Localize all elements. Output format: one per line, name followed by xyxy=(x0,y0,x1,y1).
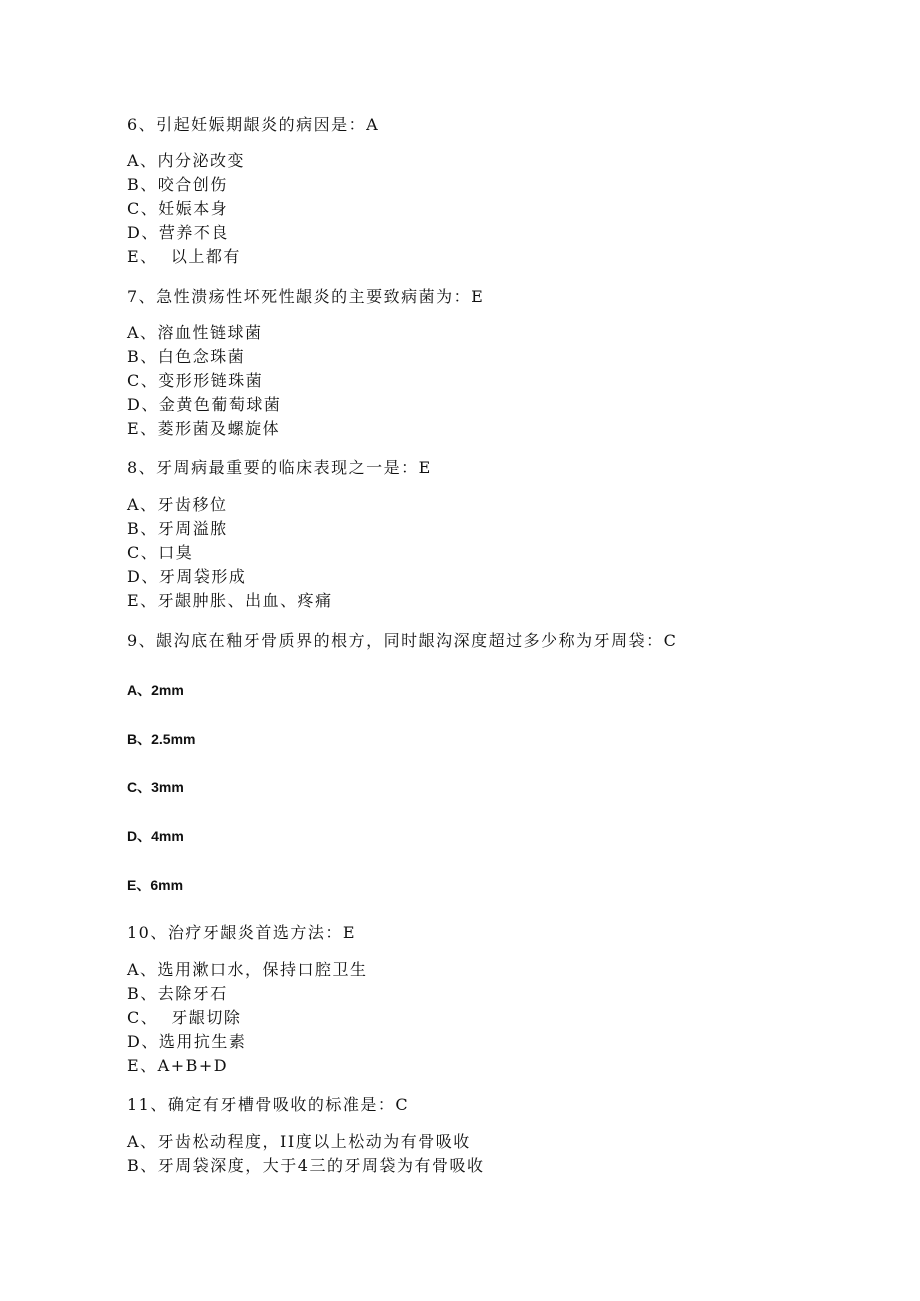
question-6-option-b: B、咬合创伤 xyxy=(127,175,228,194)
question-9-option-b: B、2.5mm xyxy=(127,731,196,747)
question-8-stem: 8、牙周病最重要的临床表现之一是：E xyxy=(127,458,432,477)
question-8-option-d: D、牙周袋形成 xyxy=(127,567,247,586)
question-6-option-c: C、妊娠本身 xyxy=(127,199,229,218)
question-10-option-e: E、A+B+D xyxy=(127,1056,229,1075)
question-7-option-d: D、金黄色葡萄球菌 xyxy=(127,395,282,414)
question-10-option-c: C、 牙龈切除 xyxy=(127,1008,242,1027)
question-8-option-a: A、牙齿移位 xyxy=(127,495,228,514)
question-9-option-e: E、6mm xyxy=(127,877,184,893)
question-7-option-b: B、白色念珠菌 xyxy=(127,347,246,366)
question-9-option-d: D、4mm xyxy=(127,828,184,844)
question-8-option-c: C、口臭 xyxy=(127,543,194,562)
question-7-option-a: A、溶血性链球菌 xyxy=(127,323,263,342)
question-6-stem: 6、引起妊娠期龈炎的病因是：A xyxy=(127,115,380,134)
question-11-option-a: A、牙齿松动程度，II度以上松动为有骨吸收 xyxy=(127,1132,471,1151)
question-7-option-e: E、菱形菌及螺旋体 xyxy=(127,419,281,438)
question-6-option-a: A、内分泌改变 xyxy=(127,151,246,170)
question-6-option-d: D、营养不良 xyxy=(127,223,229,242)
question-10-option-a: A、选用漱口水，保持口腔卫生 xyxy=(127,960,368,979)
question-11-stem: 11、确定有牙槽骨吸收的标准是：C xyxy=(127,1095,410,1114)
question-10-stem: 10、治疗牙龈炎首选方法：E xyxy=(127,923,357,942)
question-8-option-e: E、牙龈肿胀、出血、疼痛 xyxy=(127,591,333,610)
question-11-option-b: B、牙周袋深度，大于4三的牙周袋为有骨吸收 xyxy=(127,1156,485,1175)
question-9-option-c: C、3mm xyxy=(127,779,184,795)
question-9-stem: 9、龈沟底在釉牙骨质界的根方，同时龈沟深度超过多少称为牙周袋：C xyxy=(127,631,678,650)
question-10-option-b: B、去除牙石 xyxy=(127,984,228,1003)
question-7-stem: 7、急性溃疡性坏死性龈炎的主要致病菌为：E xyxy=(127,287,485,306)
question-8-option-b: B、牙周溢脓 xyxy=(127,519,228,538)
question-9-option-a: A、2mm xyxy=(127,682,184,698)
question-6-option-e: E、 以上都有 xyxy=(127,247,241,266)
question-7-option-c: C、变形形链珠菌 xyxy=(127,371,264,390)
question-10-option-d: D、选用抗生素 xyxy=(127,1032,247,1051)
